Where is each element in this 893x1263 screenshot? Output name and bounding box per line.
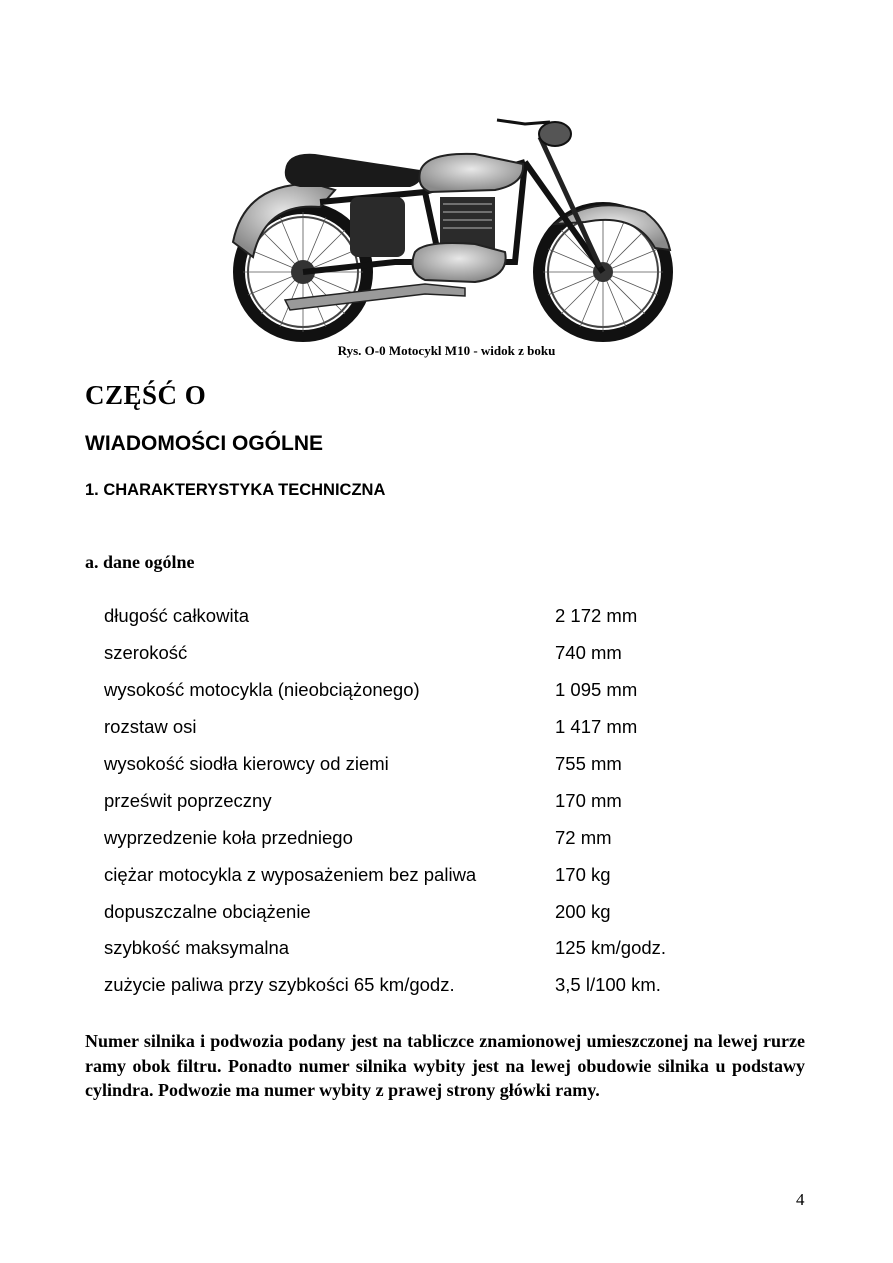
- spec-row: [104, 967, 744, 1004]
- spec-label: dopuszczalne obciążenie: [104, 900, 311, 922]
- spec-value: 1 095 mm: [555, 679, 638, 701]
- spec-label: ciężar motocykla z wyposażeniem bez paliwa: [104, 863, 477, 885]
- spec-label: szybkość maksymalna: [104, 937, 290, 959]
- spec-label: wysokość siodła kierowcy od ziemi: [104, 753, 389, 774]
- spec-table: [104, 598, 744, 1004]
- spec-label: wysokość motocykla (nieobciążonego): [104, 679, 420, 701]
- figure-caption: Rys. O-0 Motocykl M10 - widok z boku: [337, 343, 556, 358]
- section-title: WIADOMOŚCI OGÓLNE: [85, 432, 323, 455]
- spec-row: [104, 672, 744, 709]
- spec-value: 1 417 mm: [555, 716, 638, 738]
- spec-label: zużycie paliwa przy szybkości 65 km/godz.: [104, 974, 455, 996]
- serial-number-note: Numer silnika i podwozia podany jest na tabliczce znamionowej umieszczonej na lewej rurze ramy obok filtru. Ponadto numer silnika wybity jest na lewej obudowie silnika u podstawy cylindra. Podwozie ma numer wybity z prawej strony główki ramy.: [85, 1031, 805, 1100]
- exhaust: [285, 284, 465, 310]
- spec-row: [104, 709, 744, 746]
- spec-label: szerokość: [104, 642, 188, 664]
- page-number: 4: [796, 1190, 805, 1209]
- spec-label: długość całkowita: [104, 605, 249, 627]
- group-title: a. dane ogólne: [85, 552, 195, 572]
- spec-row: [104, 746, 744, 783]
- handlebar: [497, 120, 550, 124]
- spec-value: 72 mm: [555, 826, 612, 848]
- fuel-tank: [419, 154, 523, 192]
- spec-row: [104, 930, 744, 967]
- spec-value: 740 mm: [555, 642, 622, 664]
- spec-value: 3,5 l/100 km.: [555, 974, 661, 996]
- spec-row: [104, 635, 744, 672]
- motorcycle-illustration: [225, 112, 675, 344]
- spec-row: [104, 819, 744, 856]
- spec-value: 2 172 mm: [555, 605, 638, 627]
- spec-label: rozstaw osi: [104, 716, 197, 738]
- spec-value: 170 kg: [555, 863, 611, 885]
- part-title: CZĘŚĆ O: [85, 380, 207, 410]
- spec-label: prześwit poprzeczny: [104, 789, 272, 811]
- spec-row: [104, 782, 744, 819]
- subsection-title: 1. CHARAKTERYSTYKA TECHNICZNA: [85, 481, 386, 499]
- spec-row: [104, 598, 744, 635]
- headlamp: [539, 122, 571, 146]
- spec-row: [104, 893, 744, 930]
- motorcycle-figure: [225, 112, 675, 344]
- spec-value: 125 km/godz.: [555, 937, 667, 959]
- spec-value: 200 kg: [555, 900, 611, 922]
- side-box: [350, 197, 405, 257]
- spec-label: wyprzedzenie koła przedniego: [104, 826, 353, 848]
- spec-row: [104, 856, 744, 893]
- spec-value: 170 mm: [555, 789, 622, 811]
- seat: [285, 154, 421, 187]
- spec-value: 755 mm: [555, 753, 622, 774]
